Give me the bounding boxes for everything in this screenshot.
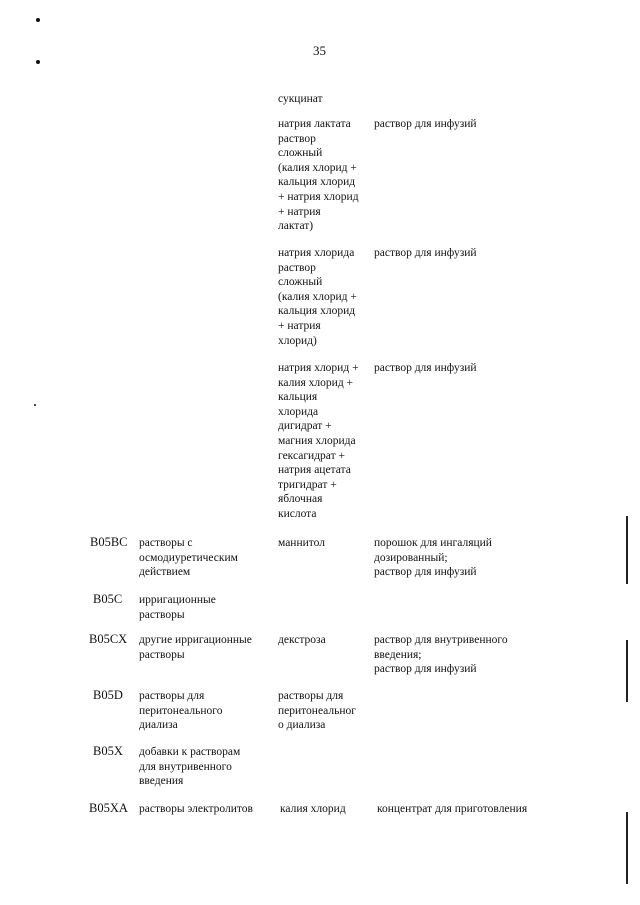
atc-code: B05C bbox=[93, 592, 123, 606]
atc-code: B05XA bbox=[89, 801, 128, 815]
group-name-line: диализа bbox=[139, 719, 178, 732]
drug-name-line: + натрия bbox=[278, 205, 321, 218]
drug-name-line: сложный bbox=[278, 147, 323, 160]
drug-name-line: натрия хлорид + bbox=[278, 362, 359, 374]
drug-name-line: растворы для bbox=[278, 690, 344, 702]
group-name-line: действием bbox=[139, 566, 191, 579]
scan-dot-mark bbox=[34, 404, 36, 406]
drug-name-line: сложный bbox=[278, 276, 323, 289]
drug-name-line: маннитол bbox=[278, 537, 325, 549]
atc-code: B05D bbox=[93, 688, 123, 702]
atc-code: B05CX bbox=[89, 632, 128, 646]
drug-name-line: калия хлорид + bbox=[278, 376, 354, 389]
page-number: 35 bbox=[313, 43, 326, 58]
scan-dot-mark bbox=[36, 60, 40, 64]
group-name-line: растворы для bbox=[139, 690, 205, 702]
group-name-line: растворы bbox=[139, 648, 185, 661]
drug-name-line: тригидрат + bbox=[278, 478, 337, 491]
drug-name-line: кальция хлорид bbox=[278, 305, 356, 318]
dosage-form-line: раствор для инфузий bbox=[374, 362, 477, 374]
drug-name-line: хлорид) bbox=[278, 334, 317, 347]
dosage-form-line: раствор для инфузий bbox=[374, 247, 477, 259]
drug-name-line: лактат) bbox=[278, 220, 314, 233]
atc-code: B05X bbox=[93, 744, 123, 758]
dosage-form-line: концентрат для приготовления bbox=[377, 803, 528, 815]
dosage-form-line: введения; bbox=[374, 648, 422, 661]
scan-edge-line bbox=[626, 516, 628, 584]
drug-name-line: яблочная bbox=[278, 493, 323, 506]
drug-name-line: кальция хлорид bbox=[278, 176, 356, 189]
drug-name-line: кальция bbox=[278, 391, 318, 404]
group-name-line: ирригационные bbox=[139, 594, 216, 606]
drug-name-line: калия хлорид bbox=[280, 803, 346, 815]
scan-edge-line bbox=[626, 640, 628, 702]
group-name-line: добавки к растворам bbox=[139, 746, 241, 758]
scan-edge-line bbox=[626, 812, 628, 884]
drug-name-line: кислота bbox=[278, 508, 317, 520]
drug-name-line: + натрия bbox=[278, 320, 321, 332]
group-name-line: растворы bbox=[139, 608, 185, 621]
group-name-line: перитонеального bbox=[139, 704, 223, 717]
drug-name-line: хлорида bbox=[278, 405, 319, 418]
group-name-line: осмодиуретическим bbox=[139, 551, 238, 564]
group-name-line: растворы с bbox=[139, 537, 193, 549]
group-name-line: введения bbox=[139, 775, 184, 788]
drug-name-line: раствор bbox=[278, 132, 316, 145]
drug-name-line: натрия ацетата bbox=[278, 464, 351, 477]
atc-code: B05BC bbox=[90, 535, 128, 549]
dosage-form-line: порошок для ингаляций bbox=[374, 537, 492, 549]
group-name-line: для внутривенного bbox=[139, 760, 232, 773]
dosage-form-line: раствор для инфузий bbox=[374, 118, 477, 130]
drug-name-line: + натрия хлорид bbox=[278, 191, 359, 203]
drug-name-line: гексагидрат + bbox=[278, 449, 345, 462]
drug-name-line: декстроза bbox=[278, 634, 326, 646]
drug-name-line: магния хлорида bbox=[278, 435, 356, 447]
drug-name-line: натрия хлорида bbox=[278, 247, 355, 259]
dosage-form-line: раствор для инфузий bbox=[374, 566, 477, 579]
dosage-form-line: дозированный; bbox=[374, 551, 448, 564]
group-name-line: растворы электролитов bbox=[139, 803, 253, 815]
drug-name-line: дигидрат + bbox=[278, 420, 332, 433]
dosage-form-line: раствор для внутривенного bbox=[374, 634, 508, 646]
group-name-line: другие ирригационные bbox=[139, 634, 252, 646]
drug-name-line: натрия лактата bbox=[278, 118, 351, 130]
scan-dot-mark bbox=[36, 18, 40, 22]
drug-name-line: раствор bbox=[278, 261, 316, 274]
drug-name-line: (калия хлорид + bbox=[278, 161, 357, 174]
drug-name-fragment: сукцинат bbox=[278, 93, 323, 105]
dosage-form-line: раствор для инфузий bbox=[374, 663, 477, 676]
drug-name-line: о диализа bbox=[278, 719, 326, 732]
drug-name-line: (калия хлорид + bbox=[278, 290, 357, 303]
drug-name-line: перитонеальног bbox=[278, 704, 356, 717]
